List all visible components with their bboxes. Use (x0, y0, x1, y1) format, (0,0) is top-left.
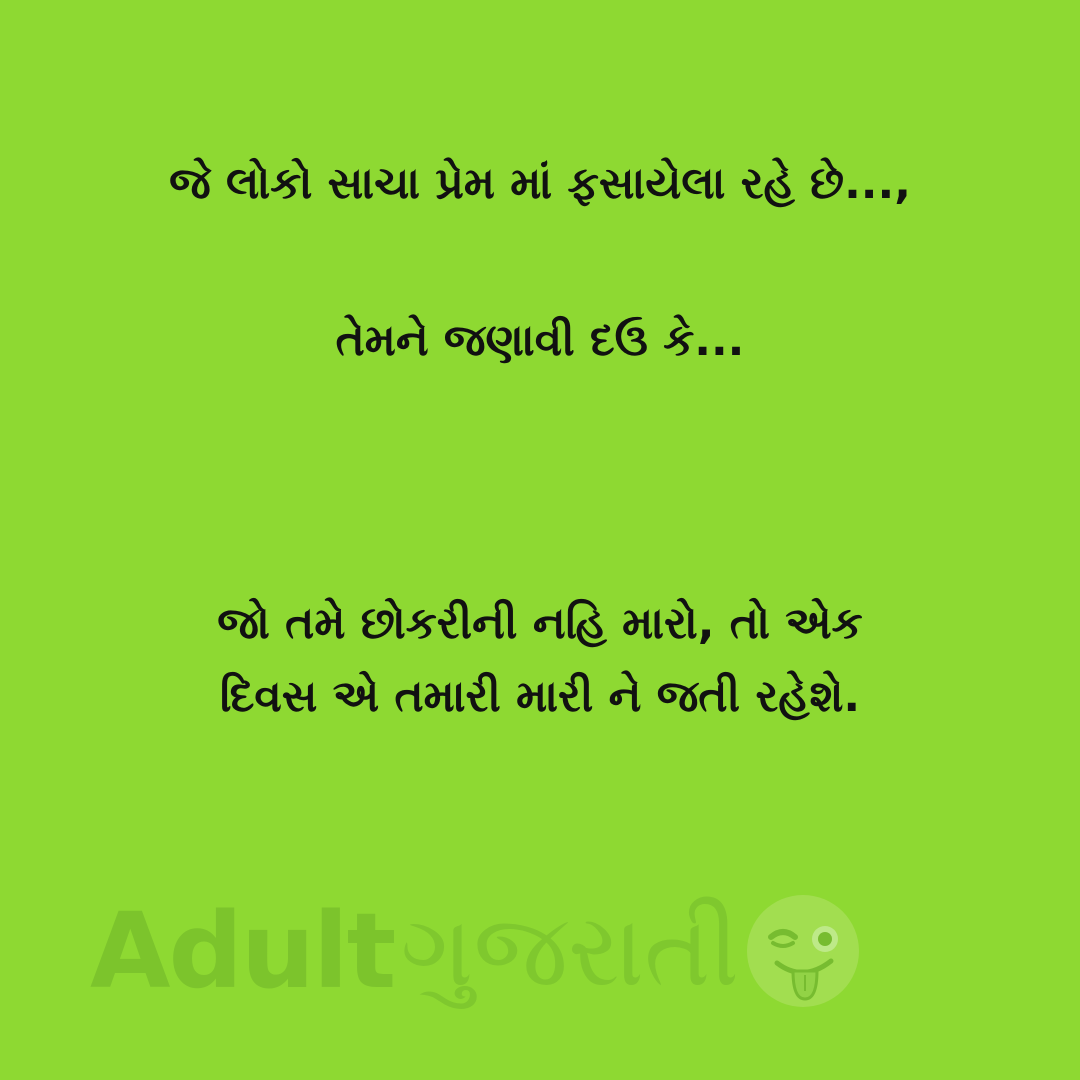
winking-tongue-face-icon (743, 891, 863, 1011)
quote-line-2: તેમને જણાવી દઉ કે... (335, 315, 745, 366)
watermark-latin-text: Adult (90, 890, 395, 1012)
quote-line-3: જો તમે છોકરીની નહિ મારો, તો એક (217, 598, 863, 649)
quote-line-4: દિવસ એ તમારી મારી ને જતી રહેશે. (219, 671, 861, 722)
quote-line-1: જે લોકો સાચા પ્રેમ માં ફસાયેલા રહે છે..., (169, 158, 911, 209)
watermark-gujarati-text: ગુજરાતી (400, 892, 740, 1009)
watermark-logo (90, 886, 863, 1016)
